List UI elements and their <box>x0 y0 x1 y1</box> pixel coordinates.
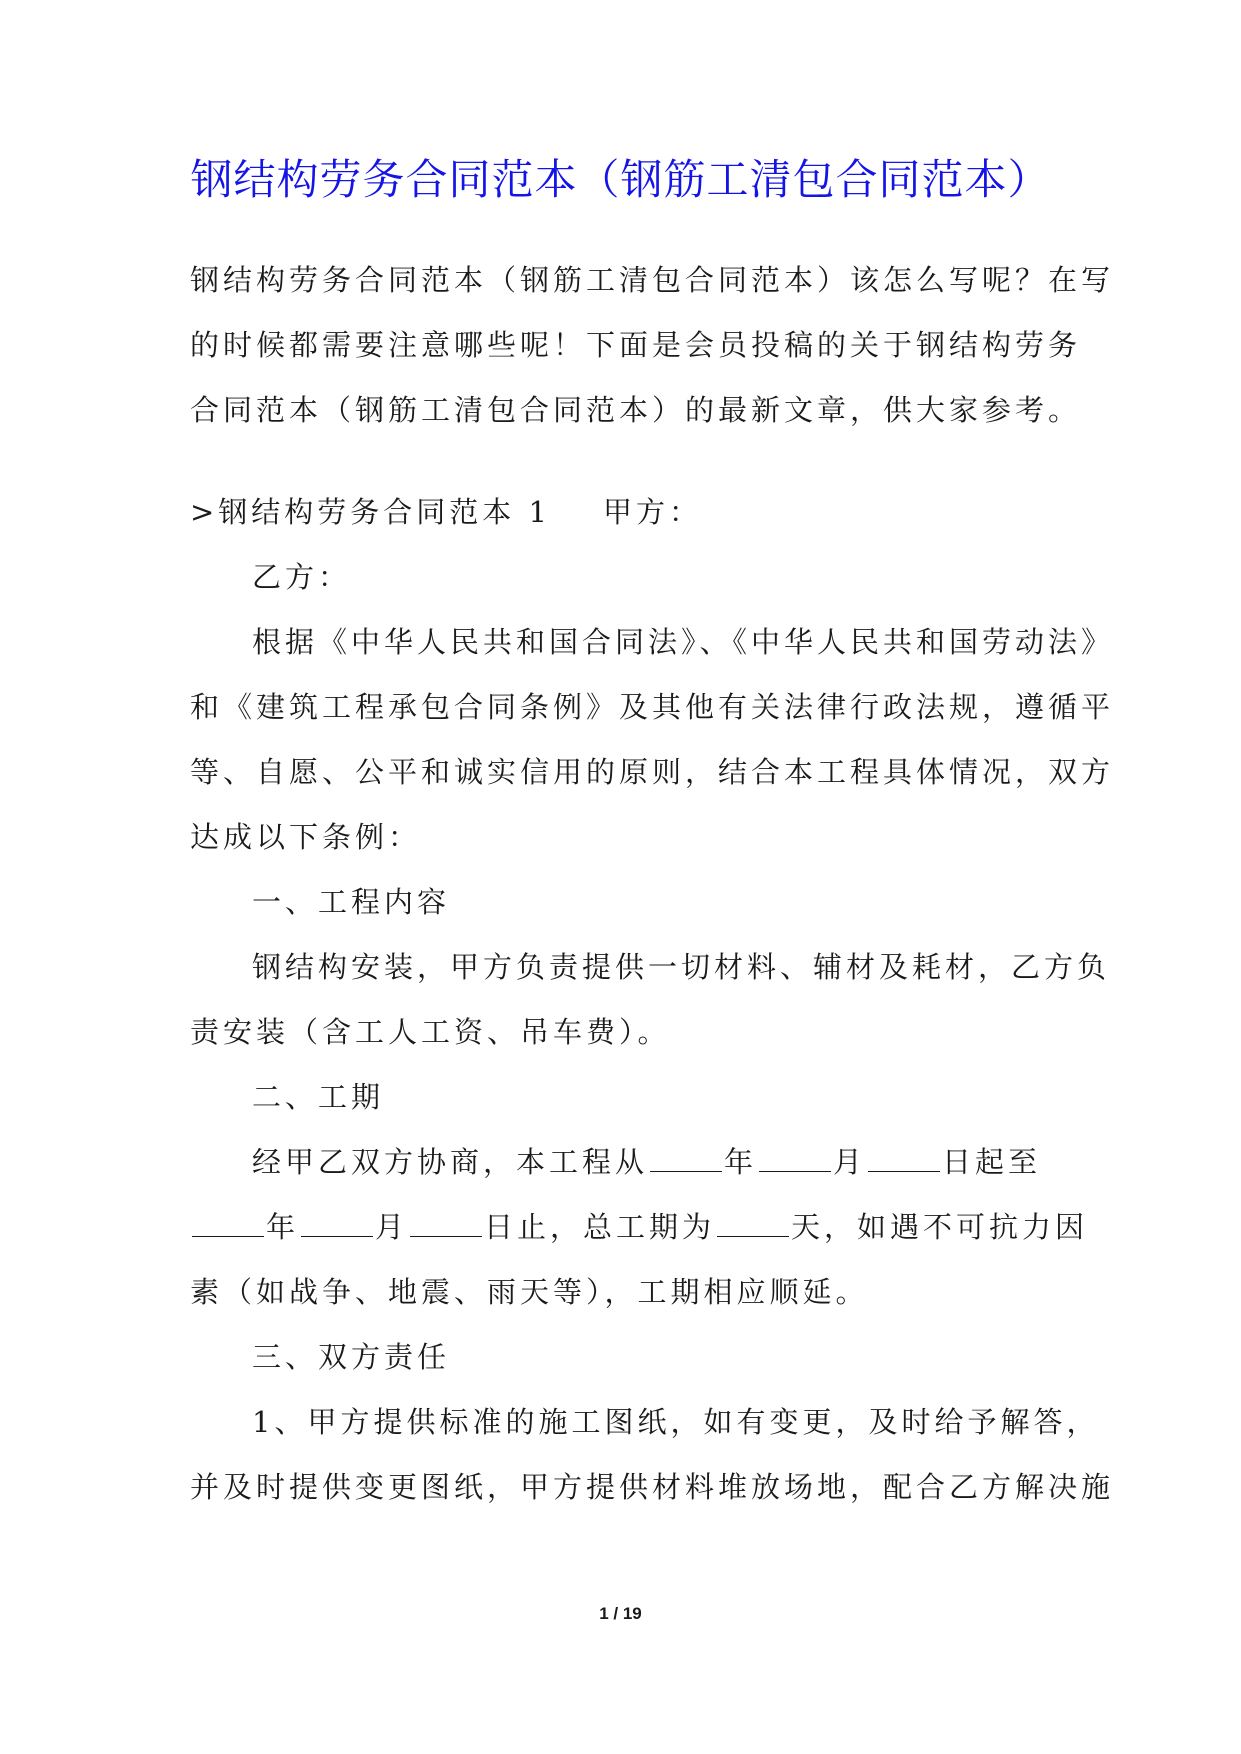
party-b-label: 乙方： <box>252 560 352 594</box>
item2-line-3: 素（如战争、地震、雨天等），工期相应顺延。 <box>190 1275 869 1309</box>
day-label: 日止，总工期为 <box>484 1210 716 1244</box>
basis-line: 根据《中华人民共和国合同法》、《中华人民共和国劳动法》 <box>252 625 1115 659</box>
intro-line: 合同范本（钢筋工清包合同范本）的最新文章，供大家参考。 <box>190 393 1082 427</box>
year-label: 年 <box>266 1210 300 1244</box>
item1-title: 一、工程内容 <box>252 885 451 919</box>
basis-line: 和《建筑工程承包合同条例》及其他有关法律行政法规，遵循平 <box>190 690 1115 724</box>
blank-field <box>410 1212 482 1237</box>
section-heading: >钢结构劳务合同范本 1 <box>190 495 551 529</box>
blank-field <box>650 1147 722 1172</box>
page-indicator: 1 / 19 <box>599 1604 642 1623</box>
blank-field <box>192 1212 264 1237</box>
item3-title: 三、双方责任 <box>252 1340 451 1374</box>
basis-line: 等、自愿、公平和诚实信用的原则，结合本工程具体情况，双方 <box>190 755 1115 789</box>
year-label: 年 <box>724 1145 758 1179</box>
blank-field <box>301 1212 373 1237</box>
blank-field <box>868 1147 940 1172</box>
month-label: 月 <box>375 1210 409 1244</box>
days-label: 天，如遇不可抗力因 <box>791 1210 1089 1244</box>
blank-field <box>759 1147 831 1172</box>
item1-line: 钢结构安装，甲方负责提供一切材料、辅材及耗材，乙方负 <box>252 950 1111 984</box>
basis-line: 达成以下条例： <box>190 820 422 854</box>
item2-line-1 <box>190 1130 1050 1195</box>
party-a-label: 甲方： <box>602 495 702 529</box>
month-label: 月 <box>833 1145 867 1179</box>
contract-body <box>190 480 1115 1520</box>
item2-title: 二、工期 <box>252 1080 385 1114</box>
item2-line-2 <box>190 1195 1089 1260</box>
document-title: 钢结构劳务合同范本（钢筋工清包合同范本） <box>190 155 1051 204</box>
item2-text: 经甲乙双方协商，本工程从 <box>252 1145 649 1179</box>
item3-line: 1、甲方提供标准的施工图纸，如有变更，及时给予解答， <box>252 1405 1100 1439</box>
item3-line: 并及时提供变更图纸，甲方提供材料堆放场地，配合乙方解决施 <box>190 1470 1115 1504</box>
section-heading-line <box>190 480 1050 545</box>
item1-line: 责安装（含工人工资、吊车费）。 <box>190 1015 671 1049</box>
day-label: 日起至 <box>942 1145 1042 1179</box>
intro-line: 的时候都需要注意哪些呢！下面是会员投稿的关于钢结构劳务 <box>190 328 1082 362</box>
blank-field <box>717 1212 789 1237</box>
intro-paragraph <box>190 248 1115 443</box>
intro-line: 钢结构劳务合同范本（钢筋工清包合同范本）该怎么写呢？在写 <box>190 263 1115 297</box>
